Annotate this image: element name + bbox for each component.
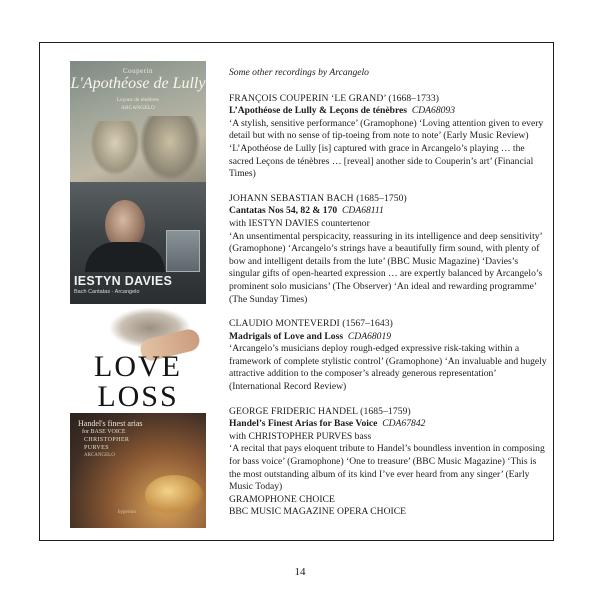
review-quotes: ‘A recital that pays eloquent tribute to Handel’s boundless invention in composing for bass voice’ (Gramophone) ‘One to treasure’ (BBC Music Magazine) ‘This is the most outstanding album of its kind I’ve ever heard from any singer’ (Early Music Today) — [229, 443, 545, 493]
cover-text: ARCANGELO — [121, 105, 155, 111]
recordings-list — [229, 67, 549, 531]
cover-bach — [70, 182, 206, 304]
review-quotes: ‘Arcangelo’s musicians deploy rough-edged expressive risk-taking within a framework of complete stylistic control’ (Gramophone) ‘An invaluable and hugely attractive addition to the composer’s already generous representation’ (International Record Review) — [229, 343, 547, 393]
cover-shop-window — [166, 230, 200, 272]
review-quotes: ‘A stylish, sensitive performance’ (Gramophone) ‘Loving attention given to every detail but with no sense of tip-toeing from note to note’ (Early Music Review) ‘L’Apothéose de Lully [is] captured with grace in Arcangelo’s playing … the sacred Leçons de ténèbres … [reveal] another side to Couperin’s art’ (Financial Times) — [229, 117, 544, 180]
cover-title: Handel's finest arias — [78, 419, 143, 428]
album-title: Cantatas Nos 54, 82 & 170 — [229, 205, 338, 217]
cover-text: for BASE VOICE — [82, 429, 126, 435]
cover-title: IESTYN DAVIES — [74, 274, 173, 288]
composer-line: CLAUDIO MONTEVERDI (1567–1643) — [229, 318, 393, 330]
award-line: GRAMOPHONE CHOICE — [229, 493, 335, 505]
composer-line: GEORGE FRIDERIC HANDEL (1685–1759) — [229, 405, 411, 417]
cover-text: Couperin — [122, 67, 154, 75]
composer-line: FRANÇOIS COUPERIN ‘LE GRAND’ (1668–1733) — [229, 92, 440, 104]
album-covers — [70, 61, 206, 528]
cover-painting-detail — [145, 475, 203, 515]
cover-text: ARCANGELO — [84, 453, 115, 458]
cover-text: CHRISTOPHER — [84, 437, 130, 443]
cover-text: Leçons de ténèbres — [116, 97, 160, 103]
cover-title: L'Apothéose de Lully — [70, 75, 206, 92]
section-heading: Some other recordings by Arcangelo — [229, 67, 369, 78]
cover-figure — [90, 121, 140, 176]
cover-title: LOVE — [94, 350, 182, 383]
composer-line: JOHANN SEBASTIAN BACH (1685–1750) — [229, 192, 407, 204]
recording-entry — [229, 93, 549, 181]
performer-line: with IESTYN DAVIES countertenor — [229, 217, 370, 229]
review-quotes: ‘An unsentimental perspicacity, reassuring in its intelligence and deep sensitivity’ (Gramophone) ‘Arcangelo’s strings have a beautifully firm sound, with plenty of bow and intelligent details from the lute’ (BBC Music Magazine) ‘Davies’s singular gifts of open-hearted expression … are expertly balanced by Arcangelo’s prominent solo musicians’ (The Observer) ‘An ideal and rewarding programme’ (The Sunday Times) — [229, 230, 543, 305]
cover-handel — [70, 413, 206, 528]
cover-title: LOSS — [97, 380, 179, 413]
cover-couperin — [70, 61, 206, 184]
catalog-number: CDA67842 — [382, 418, 426, 430]
award-line: BBC MUSIC MAGAZINE OPERA CHOICE — [229, 506, 406, 518]
album-title: L’Apothéose de Lully & Leçons de ténèbres — [229, 105, 408, 117]
cover-figure — [140, 116, 200, 181]
recording-entry — [229, 193, 549, 306]
cover-monteverdi — [70, 304, 206, 414]
cover-portrait-body — [85, 242, 165, 272]
page-number: 14 — [294, 566, 306, 578]
catalog-number: CDA68019 — [347, 330, 392, 342]
cover-text: PURVES — [84, 445, 109, 451]
cover-text: Bach Cantatas · Arcangelo — [74, 289, 140, 295]
performer-line: with CHRISTOPHER PURVES bass — [229, 430, 372, 442]
catalog-number: CDA68093 — [411, 105, 455, 117]
cover-label-logo: hyperion — [118, 510, 136, 515]
album-title: Handel’s Finest Arias for Base Voice — [229, 418, 378, 430]
recording-entry — [229, 406, 549, 519]
catalog-number: CDA68111 — [342, 205, 384, 217]
recording-entry — [229, 318, 549, 394]
album-title: Madrigals of Love and Loss — [229, 330, 344, 342]
